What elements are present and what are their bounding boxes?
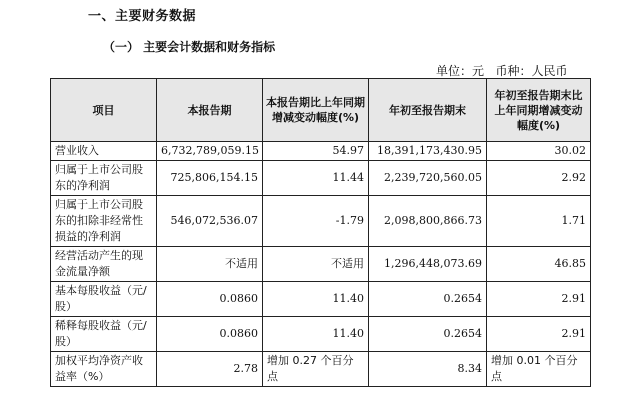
row-ytd-value: 1,296,448,073.69 [369, 247, 487, 282]
row-ytd-yoy-change: 增加 0.01 个百分点 [487, 352, 591, 387]
header-ytd: 年初至报告期末 [369, 79, 487, 142]
section-title: 一、主要财务数据 [88, 9, 197, 24]
row-item-label: 归属于上市公司股东的扣除非经常性损益的净利润 [51, 196, 157, 247]
row-item-label: 营业收入 [51, 142, 157, 161]
row-item-label: 经营活动产生的现金流量净额 [51, 247, 157, 282]
row-ytd-value: 0.2654 [369, 317, 487, 352]
row-yoy-change: 11.40 [263, 282, 369, 317]
row-ytd-value: 8.34 [369, 352, 487, 387]
header-current-yoy-change: 本报告期比上年同期增减变动幅度(%) [263, 79, 369, 142]
row-yoy-change: 54.97 [263, 142, 369, 161]
header-ytd-yoy-change: 年初至报告期末比上年同期增减变动幅度(%) [487, 79, 591, 142]
row-current-value: 0.0860 [157, 282, 263, 317]
table-row [51, 247, 591, 282]
row-ytd-value: 2,098,800,866.73 [369, 196, 487, 247]
row-ytd-yoy-change: 2.92 [487, 161, 591, 196]
row-current-value: 546,072,536.07 [157, 196, 263, 247]
row-ytd-value: 2,239,720,560.05 [369, 161, 487, 196]
row-ytd-value: 18,391,173,430.95 [369, 142, 487, 161]
row-ytd-yoy-change: 1.71 [487, 196, 591, 247]
row-item-label: 归属于上市公司股东的净利润 [51, 161, 157, 196]
table-row [51, 196, 591, 247]
row-current-value: 不适用 [157, 247, 263, 282]
row-ytd-yoy-change: 46.85 [487, 247, 591, 282]
table-row [51, 282, 591, 317]
table-row [51, 142, 591, 161]
financial-indicators-table [50, 78, 591, 387]
subsection-title: （一） 主要会计数据和财务指标 [103, 40, 276, 54]
row-yoy-change: 11.44 [263, 161, 369, 196]
row-yoy-change: -1.79 [263, 196, 369, 247]
unit-currency-line: 单位：元 币种：人民币 [436, 64, 568, 78]
row-item-label: 加权平均净资产收益率（%） [51, 352, 157, 387]
row-ytd-yoy-change: 2.91 [487, 282, 591, 317]
row-ytd-yoy-change: 30.02 [487, 142, 591, 161]
table-row [51, 317, 591, 352]
row-current-value: 725,806,154.15 [157, 161, 263, 196]
header-item: 项目 [51, 79, 157, 142]
row-ytd-yoy-change: 2.91 [487, 317, 591, 352]
table-row [51, 161, 591, 196]
row-ytd-value: 0.2654 [369, 282, 487, 317]
row-current-value: 0.0860 [157, 317, 263, 352]
row-item-label: 稀释每股收益（元/股） [51, 317, 157, 352]
row-current-value: 6,732,789,059.15 [157, 142, 263, 161]
row-item-label: 基本每股收益（元/股） [51, 282, 157, 317]
row-yoy-change: 11.40 [263, 317, 369, 352]
table-header-row [51, 79, 591, 142]
row-yoy-change: 增加 0.27 个百分点 [263, 352, 369, 387]
row-current-value: 2.78 [157, 352, 263, 387]
header-current-period: 本报告期 [157, 79, 263, 142]
table-row [51, 352, 591, 387]
row-yoy-change: 不适用 [263, 247, 369, 282]
